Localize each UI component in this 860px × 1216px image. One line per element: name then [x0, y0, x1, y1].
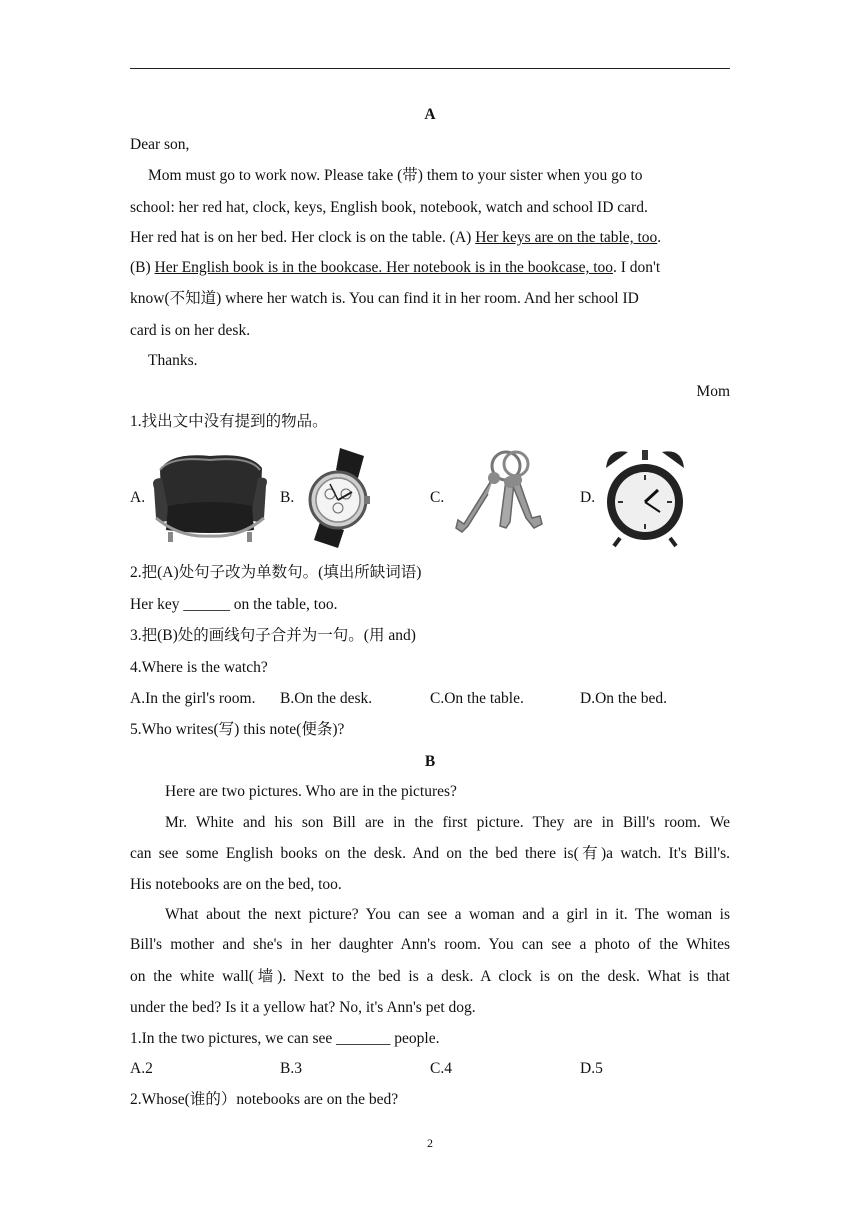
- letter-signature: Mom: [696, 383, 730, 400]
- wristwatch-icon: [300, 448, 380, 548]
- b-q1-option-c: C.4: [430, 1060, 452, 1077]
- underlined-sentence-b: Her English book is in the bookcase. Her notebook is in the bookcase, too: [154, 259, 614, 276]
- a-question-4: 4.Where is the watch?: [130, 659, 268, 676]
- a-q1-option-d: D.: [580, 489, 596, 506]
- b-paragraph-3-line-4: under the bed? Is it a yellow hat? No, it's Ann's pet dog.: [130, 999, 476, 1016]
- b-question-2: 2.Whose(谁的）notebooks are on the bed?: [130, 1091, 399, 1108]
- sofa-icon: [150, 448, 270, 548]
- letter-greeting: Dear son,: [130, 136, 190, 153]
- keys-icon: [450, 446, 560, 542]
- letter-line-4: (B) Her English book is in the bookcase. Her notebook is in the bookcase, too. I don't: [130, 259, 661, 276]
- a-q1-option-a: A.: [130, 489, 146, 506]
- a-question-1: 1.找出文中没有提到的物品。: [130, 413, 328, 430]
- a-q4-option-c: C.On the table.: [430, 690, 524, 707]
- letter-line-6: card is on her desk.: [130, 322, 251, 339]
- a-q4-option-d: D.On the bed.: [580, 690, 667, 707]
- underlined-sentence-a: Her keys are on the table, too: [475, 229, 658, 246]
- letter-thanks: Thanks.: [148, 352, 198, 369]
- section-b-heading: B: [424, 753, 436, 770]
- b-paragraph-3-line-1: What about the next picture? You can see a woman and a girl in it. The woman is: [165, 906, 730, 923]
- a-question-5: 5.Who writes(写) this note(便条)?: [130, 721, 345, 738]
- section-a-heading: A: [424, 106, 436, 123]
- alarm-clock-icon: [600, 444, 690, 548]
- letter-line-3: Her red hat is on her bed. Her clock is on the table. (A) Her keys are on the table, too.: [130, 229, 662, 246]
- a-question-2-blank: Her key ______ on the table, too.: [130, 596, 338, 613]
- a-q1-option-b: B.: [280, 489, 295, 506]
- b-q1-option-d: D.5: [580, 1060, 603, 1077]
- a-q4-option-b: B.On the desk.: [280, 690, 373, 707]
- b-paragraph-2-line-1: Mr. White and his son Bill are in the first picture. They are in Bill's room. We: [165, 814, 730, 831]
- b-paragraph-3-line-3: on the white wall(墙). Next to the bed is a desk. A clock is on the desk. What is that: [130, 968, 730, 985]
- b-paragraph-2-line-3: His notebooks are on the bed, too.: [130, 876, 342, 893]
- a-q4-option-a: A.In the girl's room.: [130, 690, 256, 707]
- letter-line-2: school: her red hat, clock, keys, English book, notebook, watch and school ID card.: [130, 199, 648, 216]
- letter-line-1: Mom must go to work now. Please take (带) them to your sister when you go to: [148, 167, 643, 184]
- letter-line-5: know(不知道) where her watch is. You can find it in her room. And her school ID: [130, 290, 639, 307]
- b-q1-option-a: A.2: [130, 1060, 153, 1077]
- a-q1-option-c: C.: [430, 489, 445, 506]
- header-rule: [130, 68, 730, 69]
- b-q1-option-b: B.3: [280, 1060, 302, 1077]
- b-paragraph-1: Here are two pictures. Who are in the pictures?: [165, 783, 457, 800]
- b-question-1: 1.In the two pictures, we can see _______ people.: [130, 1030, 440, 1047]
- b-paragraph-3-line-2: Bill's mother and she's in her daughter Ann's room. You can see a photo of the Whites: [130, 936, 730, 953]
- a-question-2: 2.把(A)处句子改为单数句。(填出所缺词语): [130, 564, 422, 581]
- a-question-3: 3.把(B)处的画线句子合并为一句。(用 and): [130, 627, 416, 644]
- b-paragraph-2-line-2: can see some English books on the desk. And on the bed there is(有)a watch. It's Bill's.: [130, 845, 730, 862]
- page-number: 2: [427, 1136, 433, 1150]
